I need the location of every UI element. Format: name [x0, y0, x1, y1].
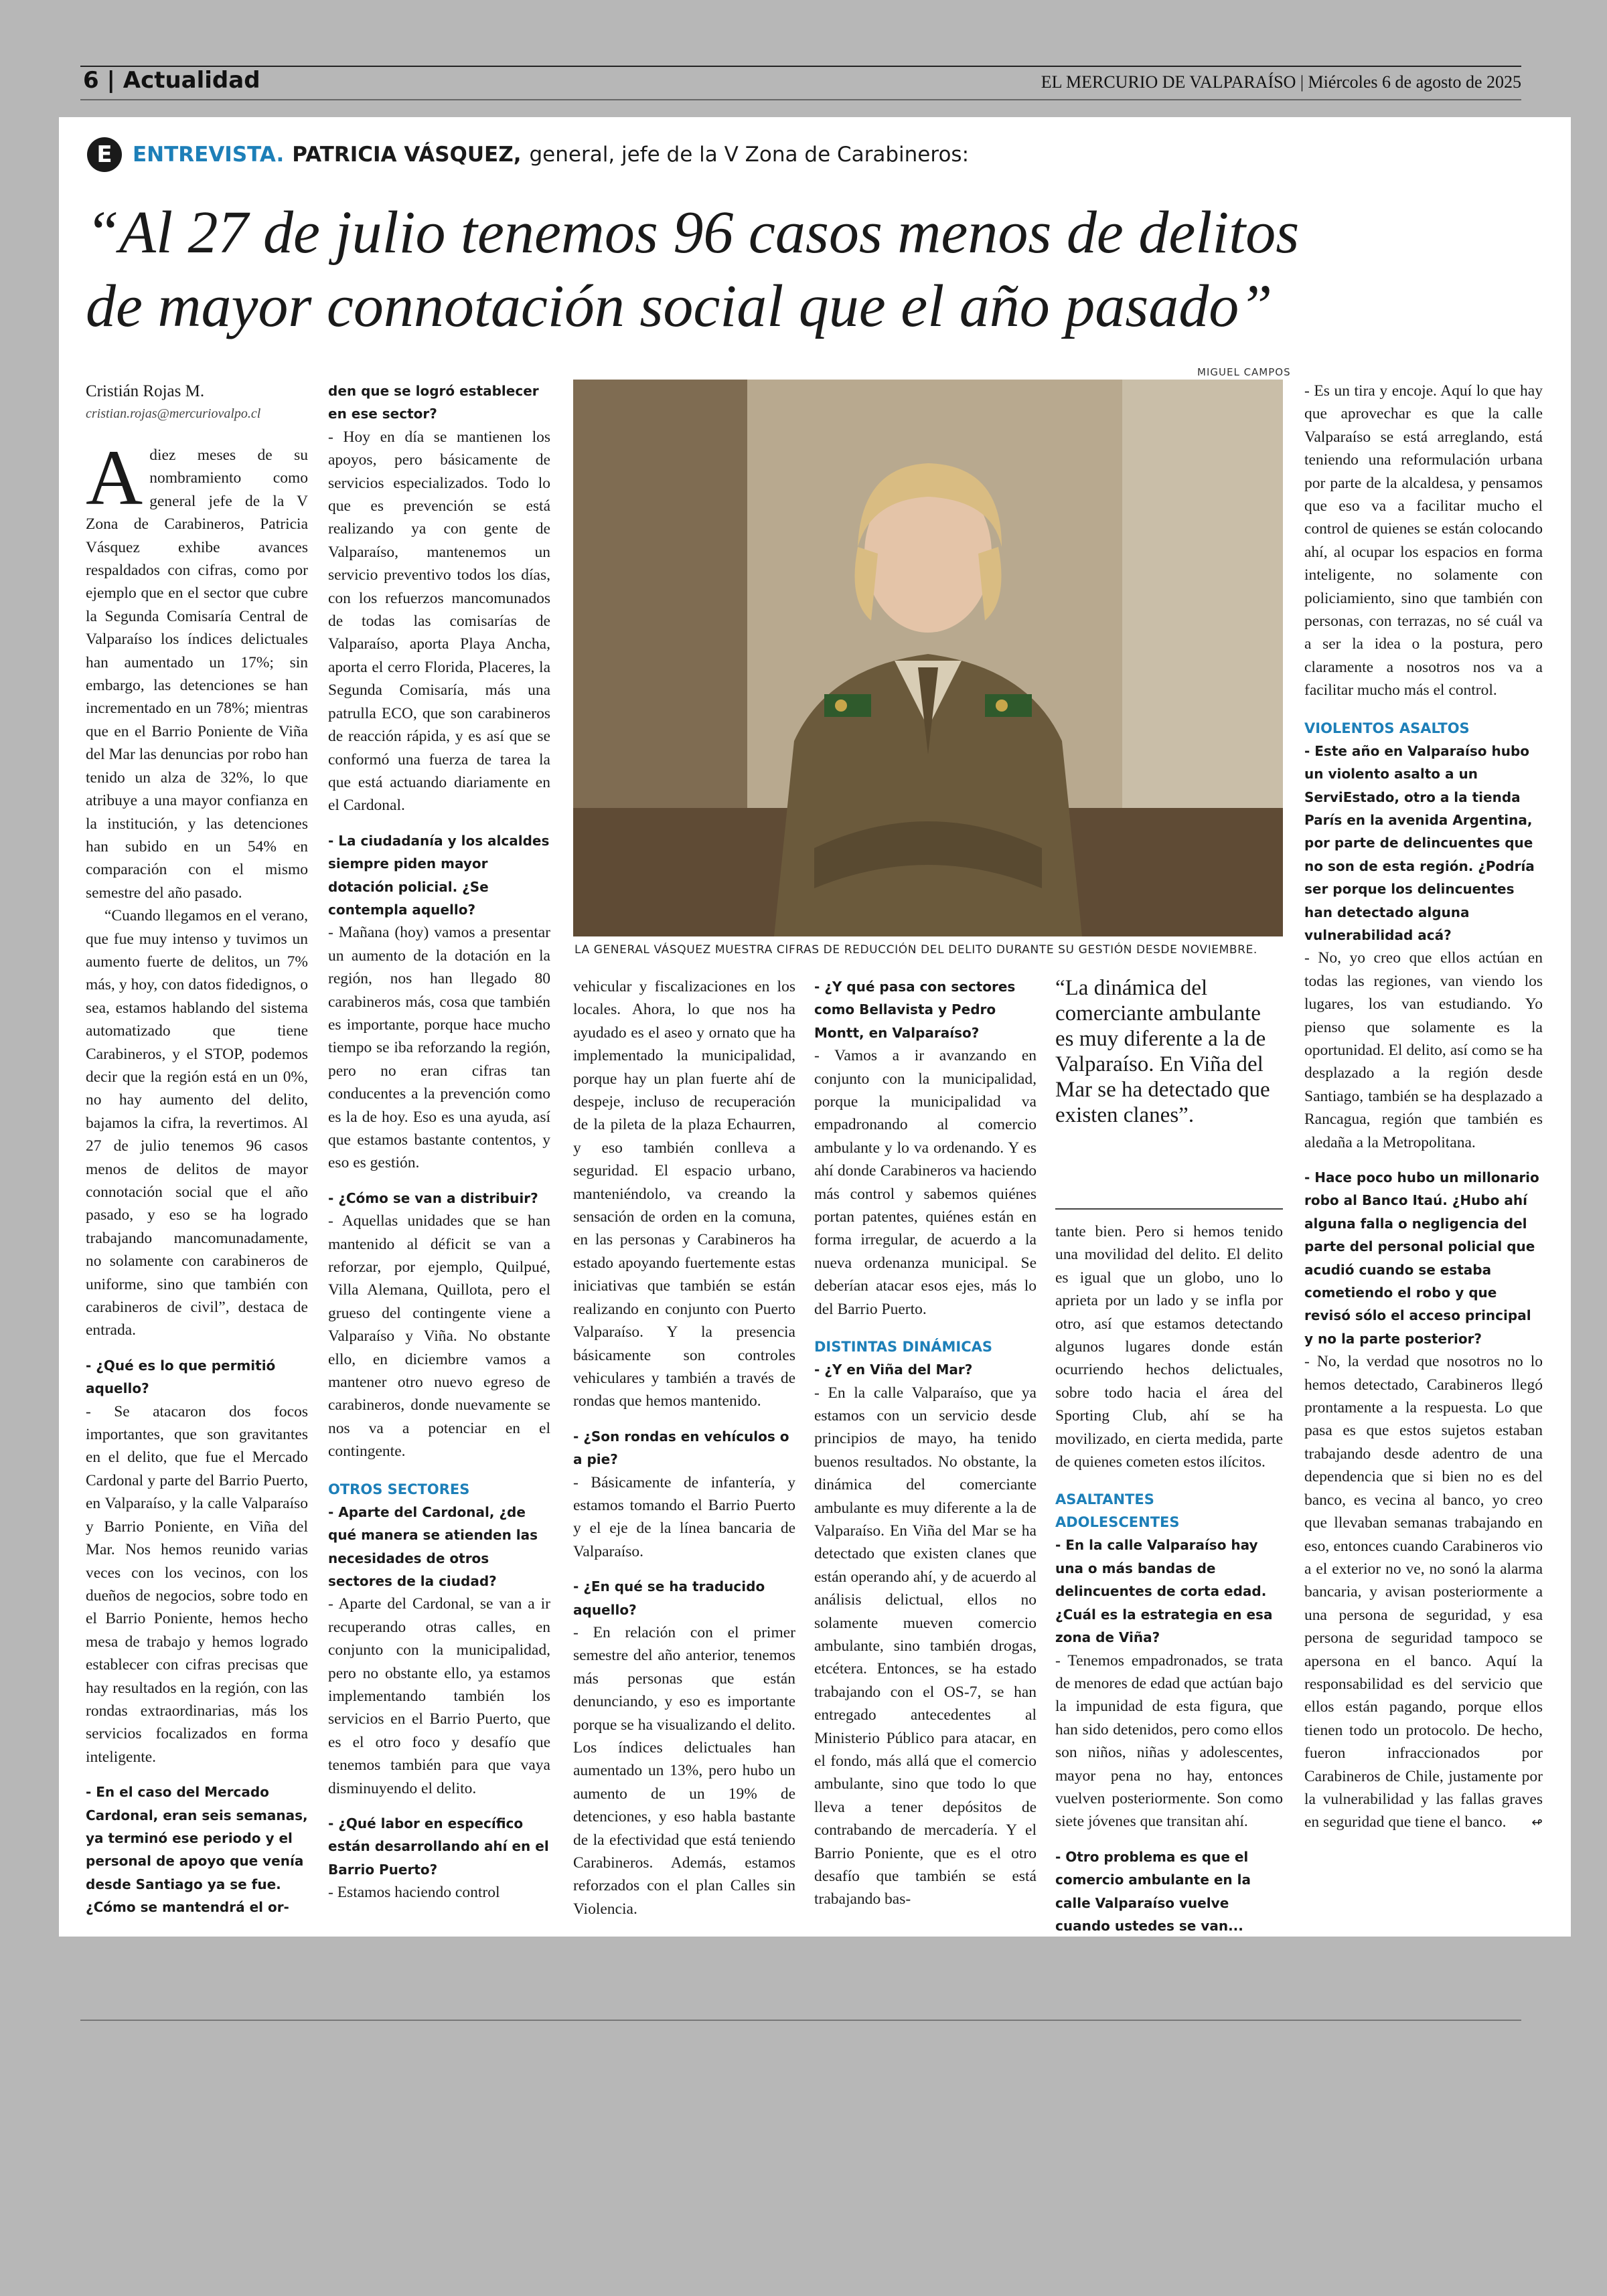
question-continued: den que se logró establecer en ese sector?: [328, 383, 539, 422]
article-column-6: [1304, 380, 1543, 1834]
question: - Otro problema es que el comercio ambulante en la calle Valparaíso vuelve cuando ustedes se van...: [1055, 1848, 1251, 1934]
end-of-article-icon: ↫: [1531, 1814, 1543, 1831]
question: - Este año en Valparaíso hubo un violento asalto a un ServiEstado, otro a la tienda París en la avenida Argentina, por parte de delincuentes que no son de esta región. ¿Podría ser porque los delincuentes han detectado alguna vulnerabilidad acá?: [1304, 742, 1535, 943]
byline-name: Cristián Rojas M.: [86, 382, 205, 400]
subheading: ASALTANTES ADOLESCENTES: [1055, 1491, 1180, 1531]
answer-continued: vehicular y fiscalizaciones en los locales. Ahora, lo que nos ha ayudado es el aseo y ornato que ha implementado la municipalidad, porque hay un plan fuerte ahí de despeje, incluso de recuperación de la pileta de la plaza Echaurren, y eso también conlleva a seguridad. El espacio urbano, manteniéndolo, va creando la sensación de orden en la comuna, en las personas y Carabineros ha estado apoyando fuertemente estas iniciativas que también se están realizando en conjunto con Puerto Valparaíso. Y la presencia básicamente son controles vehiculares y también a través de rondas que hemos mantenido.: [573, 978, 795, 1410]
answer: - Hoy en día se mantienen los apoyos, pero básicamente de servicios especializados. Todo lo que es prevención se está realizando ya con gente de Valparaíso, mantenemos un servicio preventivo todos los días, con los refuerzos mancomunados de todas las comisarías de Valparaíso, aporta Playa Ancha, aporta el cerro Florida, Placeres, la Segunda Comisaría, más una patrulla ECO, que son carabineros de reacción rápida, y es así que se conformó una fuerza de tarea la que está actuando diariamente en el Cardonal.: [328, 428, 550, 815]
kicker-name: PATRICIA VÁSQUEZ,: [292, 143, 522, 167]
kicker-label: ENTREVISTA.: [133, 143, 285, 167]
lead-paragraph: Adiez meses de su nombramiento como general jefe de la V Zona de Carabineros, Patricia Vásquez exhibe avances respaldados con cifras, como por ejemplo que en el sector que cubre la Segunda Comisaría Central de Valparaíso los índices delictuales han aumentado un 17%; sin embargo, las detenciones se han incrementado en un 78%; mientras que en el Barrio Poniente de Viña del Mar las denuncias por robo han tenido un alza de 32%, lo que atribuye a una mayor confianza en la institución, y las detenciones han subido en un 54% en comparación con el mismo semestre del año pasado.: [86, 434, 308, 902]
answer: - En relación con el primer semestre del año anterior, tenemos más personas que están denunciando, y eso es importante porque se ha visualizando el delito. Los índices delictuales han aumentado un 13%, pero hubo un aumento de un 19% de detenciones, y eso habla bastante de la efectividad que está teniendo Carabineros. Además, estamos reforzados con el plan Calles sin Violencia.: [573, 1623, 795, 1918]
question: - Aparte del Cardonal, ¿de qué manera se atienden las necesidades de otros sectores de la ciudad?: [328, 1503, 538, 1589]
answer: - Tenemos empadronados, se trata de menores de edad que actúan bajo la impunidad de esta figura, que han sido detenidos, pero como ellos son niños, niñas y adolescentes, mayor pena no hay, entonces vuelven posteriormente. Son como siete jóvenes que transitan ahí.: [1055, 1651, 1283, 1831]
header-top-rule: [80, 66, 1521, 67]
article-column-1: [86, 380, 308, 1919]
question: - Hace poco hubo un millonario robo al Banco Itaú. ¿Hubo ahí alguna falla o negligencia del parte del personal policial que acudió cuando se estaba cometiendo el robo y que revisó sólo el acceso principal y no la parte posterior?: [1304, 1169, 1539, 1347]
headline-line-2: de mayor connotación social que el año pasado”: [86, 273, 1273, 339]
answer: - Aparte del Cardonal, se van a ir recuperando otras calles, en conjunto con la municipalidad, pero no obstante ello, ya estamos implementando también los servicios en el Barrio Puerto, que es el otro foco y desafío que tenemos también para que vaya disminuyendo el delito.: [328, 1595, 550, 1797]
subheading: VIOLENTOS ASALTOS: [1304, 720, 1470, 736]
interview-e-badge: E: [87, 137, 122, 172]
answer: - No, la verdad que nosotros no lo hemos detectado, Carabineros llegó prontamente a la respuesta. Lo que pasa es que estos sujetos estaban trabajando desde adentro de una dependencia que si bien no es del banco, es vecina al banco, yo creo que llevaban semanas trabajando en eso, entonces cuando Carabineros vio a el exterior no ve, no sonó la alarma bancaria, y avisan posteriormente a una persona de seguridad, y esa persona de seguridad tampoco se apersona en el banco. Aquí la responsabilidad es del servicio que ellos están pagando, porque ellos tienen todo un protocolo. De hecho, fueron infraccionados por Carabineros de Chile, justamente por la vulnerabilidad y las fallas graves en seguridad que tiene el banco. ↫: [1304, 1350, 1543, 1834]
article-column-4: [814, 975, 1037, 1911]
kicker-role: general, jefe de la V Zona de Carabineros:: [529, 143, 970, 167]
pull-quote-rule: [1055, 1208, 1283, 1210]
question: - ¿Y en Viña del Mar?: [814, 1362, 973, 1378]
question: - ¿Son rondas en vehículos o a pie?: [573, 1428, 789, 1468]
header-bottom-rule: [80, 99, 1521, 100]
headline: [86, 196, 1545, 343]
photo-credit: MIGUEL CAMPOS: [1197, 366, 1291, 378]
answer: - Aquellas unidades que se han mantenido al déficit se van a reforzar, por ejemplo, Quilpué, Villa Alemana, Quillota, pero el grueso del contingente viene a Valparaíso y Viña. No obstante ello, en diciembre vamos a mantener otro nuevo egreso de carabineros, donde nuevamente se nos va a potenciar en el contingente.: [328, 1212, 550, 1461]
answer: - No, yo creo que ellos actúan en todas las regiones, van viendo los lugares, los van estudiando. Yo pienso que solamente es la oportunidad. El delito, así como se ha desplazado a la región desde Santiago, también se ha desplazado a Rancagua, región que también es aledaña a la Metropolitana.: [1304, 949, 1543, 1151]
interview-kicker: [87, 135, 969, 175]
answer-continued: tante bien. Pero si hemos tenido una movilidad del delito. El delito es igual que un globo, uno lo aprieta por un lado y se infla por otro, así que estamos detectando algunos lugares donde están ocurriendo hechos delictuales, sobre todo hacia el área del Sporting Club, ahí se ha movilizado, en cierta medida, parte de quienes cometen estos ilícitos.: [1055, 1223, 1283, 1471]
question: - ¿Qué labor en específico están desarrollando ahí en el Barrio Puerto?: [328, 1815, 549, 1878]
question: - ¿Cómo se van a distribuir?: [328, 1190, 538, 1206]
portrait-photo: [573, 380, 1283, 936]
section-label: 6 | Actualidad: [83, 67, 260, 94]
article-column-2: [328, 380, 550, 1904]
footer-rule: [80, 2020, 1521, 2021]
photo-caption: LA GENERAL VÁSQUEZ MUESTRA CIFRAS DE REDUCCIÓN DEL DELITO DURANTE SU GESTIÓN DESDE NOVIEMBRE.: [575, 943, 1257, 957]
article-column-3: [573, 975, 795, 1920]
answer: - Vamos a ir avanzando en conjunto con la municipalidad, porque la municipalidad va empadronando al comercio ambulante y lo va ordenando. Y es ahí donde Carabineros va haciendo más control y sabemos quiénes portan patentes, quiénes están en forma irregular, de acuerdo a la nueva ordenanza municipal. Se deberían atacar esos ejes, más lo del Barrio Puerto.: [814, 1047, 1037, 1318]
publication-date-line: EL MERCURIO DE VALPARAÍSO | Miércoles 6 de agosto de 2025: [1041, 72, 1521, 92]
headline-line-1: “Al 27 de julio tenemos 96 casos menos de delitos: [86, 199, 1300, 266]
newspaper-page: [59, 117, 1571, 1937]
question: - La ciudadanía y los alcaldes siempre piden mayor dotación policial. ¿Se contempla aquello?: [328, 832, 550, 918]
paragraph: “Cuando llegamos en el verano, que fue muy intenso y tuvimos un aumento fuerte de delitos, un 7% más, y hoy, con datos fidedignos, o sea, estamos hablando del sistema automatizado que tiene Carabineros, y el STOP, podemos decir que la región está en un 0%, no hay aumento del delito, bajamos la cifra, la revertimos. Al 27 de julio tenemos 96 casos menos de delitos de mayor connotación social que el año pasado, y eso se ha logrado trabajando mancomunadamente, no solamente con carabineros de uniforme, sino que también con carabineros de civil”, destaca de entrada.: [86, 907, 308, 1339]
article-column-5: [1055, 1220, 1283, 1937]
question: - ¿Y qué pasa con sectores como Bellavista y Pedro Montt, en Valparaíso?: [814, 979, 1016, 1041]
drop-cap: A: [86, 434, 143, 521]
subheading: OTROS SECTORES: [328, 1481, 470, 1497]
answer: - Mañana (hoy) vamos a presentar un aumento de la dotación en la región, nos han llegado 80 carabineros más, cosa que también es importante, porque hace mucho tiempo se iba reforzando la región, pero no eran cifras tan conducentes a la prevención como es la de hoy. Eso es una ayuda, así que estamos bastante contentos, y eso es gestión.: [328, 924, 550, 1172]
byline-email: cristian.rojas@mercuriovalpo.cl: [86, 406, 261, 421]
answer: - Básicamente de infantería, y estamos tomando el Barrio Puerto y el eje de la línea bancaria de Valparaíso.: [573, 1473, 795, 1560]
answer: - En la calle Valparaíso, que ya estamos con un servicio desde principios de mayo, ha tenido buenos resultados. No obstante, la dinámica del comerciante ambulante es muy diferente a la de Valparaíso. En Viña del Mar se ha detectado que existen clanes que están operando ahí, y de acuerdo al análisis delictual, ellos no solamente mueven comercio ambulante, sino también drogas, etcétera. Entonces, se ha estado trabajando con el OS-7, se han entregado antecedentes al Ministerio Público para atacar, en el fondo, más allá que el comercio ambulante, sino que todo lo que lleva a tener depósitos de contrabando de mercadería. Y el Barrio Poniente, que es el otro desafío que también se está trabajando bas-: [814, 1384, 1037, 1908]
answer-continued: - Es un tira y encoje. Aquí lo que hay que aprovechar es que la calle Valparaíso se está arreglando, está teniendo una reformulación urbana por parte de la alcaldesa, y pensamos que eso va a facilitar mucho el control de quienes se están colocando ahí, al ocupar los espacios en forma inteligente, no solamente con policiamiento, sino que también con personas, con terrazas, no sé cuál va a ser la idea o la postura, pero claramente a nosotros nos va a facilitar mucho más el control.: [1304, 382, 1543, 700]
portrait-illustration: [573, 380, 1283, 936]
answer: - Estamos haciendo control: [328, 1884, 500, 1902]
question: - ¿Qué es lo que permitió aquello?: [86, 1357, 276, 1397]
question: - ¿En qué se ha traducido aquello?: [573, 1578, 765, 1618]
answer: - Se atacaron dos focos importantes, que son gravitantes en el delito, que fue el Mercado Cardonal y parte del Barrio Puerto, en Valparaíso, y la calle Valparaíso y Barrio Poniente, en Viña del Mar. Nos hemos reunido varias veces con los vecinos, con los dueños de negocios, sobre todo en el Barrio Poniente, hemos hecho mesa de trabajo y hemos logrado establecer con cifras precisas que hay resultados en la región, con las rondas extraordinarias, más los servicios focalizados en forma inteligente.: [86, 1402, 308, 1766]
question: - En el caso del Mercado Cardonal, eran seis semanas, ya terminó ese periodo y el personal de apoyo que venía desde Santiago ya se fue. ¿Cómo se mantendrá el or-: [86, 1784, 308, 1916]
pull-quote: “La dinámica del comerciante ambulante es muy diferente a la de Valparaíso. En Viña del Mar se ha detectado que existen clanes”.: [1055, 976, 1270, 1127]
question: - En la calle Valparaíso hay una o más bandas de delincuentes de corta edad. ¿Cuál es la estrategia en esa zona de Viña?: [1055, 1537, 1273, 1646]
subheading: DISTINTAS DINÁMICAS: [814, 1339, 993, 1356]
